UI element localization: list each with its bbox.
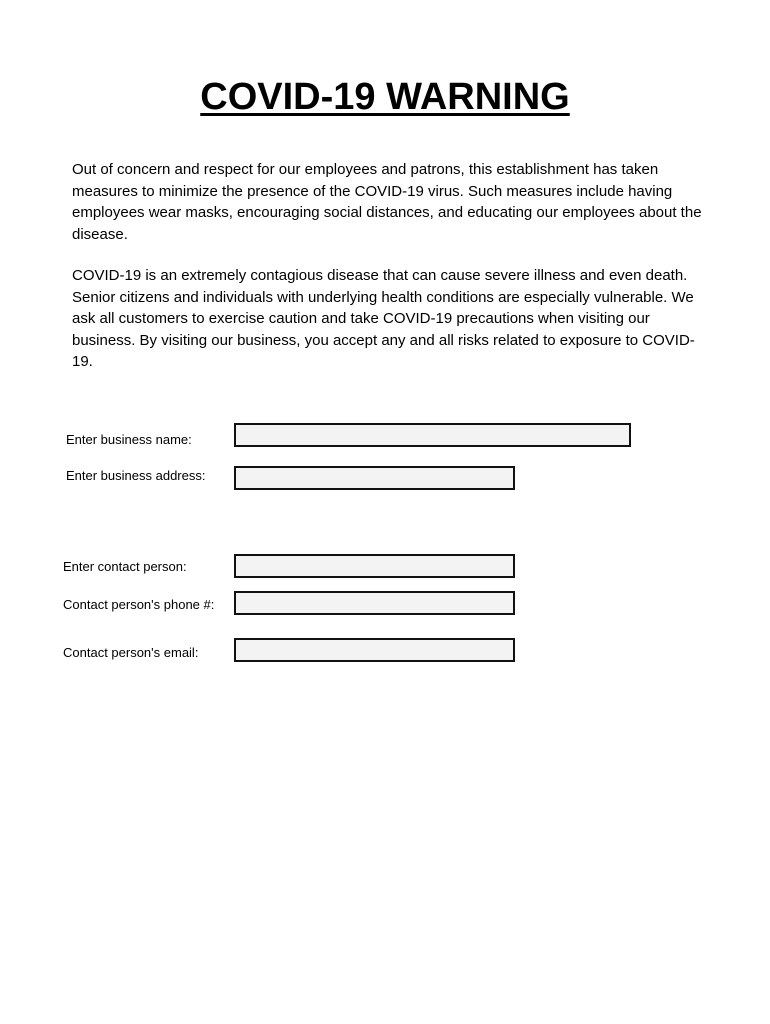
contact-person-input[interactable] — [234, 554, 515, 578]
contact-email-input[interactable] — [234, 638, 515, 662]
contact-person-label: Enter contact person: — [63, 559, 187, 574]
contact-phone-input[interactable] — [234, 591, 515, 615]
business-name-input[interactable] — [234, 423, 631, 447]
page-title — [0, 74, 770, 120]
page-title-text: COVID-19 WARNING — [200, 76, 570, 118]
contact-email-label: Contact person's email: — [63, 645, 199, 660]
contact-phone-label: Contact person's phone #: — [63, 597, 215, 612]
intro-paragraph: Out of concern and respect for our employees and patrons, this establishment has taken measures to minimize the presence of the COVID-19 virus. Such measures include having employees wear masks, encouraging social distances, and educating our employees about the disease. — [72, 161, 702, 243]
business-address-label: Enter business address: — [66, 468, 206, 483]
business-address-input[interactable] — [234, 466, 515, 490]
business-name-label: Enter business name: — [66, 432, 192, 447]
risk-paragraph: COVID-19 is an extremely contagious disease that can cause severe illness and even death. Senior citizens and individuals with underlying health conditions are especially vulnerable. We ask all customers to exercise caution and take COVID-19 precautions when visiting our business. By visiting our business, you accept any and all risks related to exposure to COVID-19. — [72, 267, 695, 370]
